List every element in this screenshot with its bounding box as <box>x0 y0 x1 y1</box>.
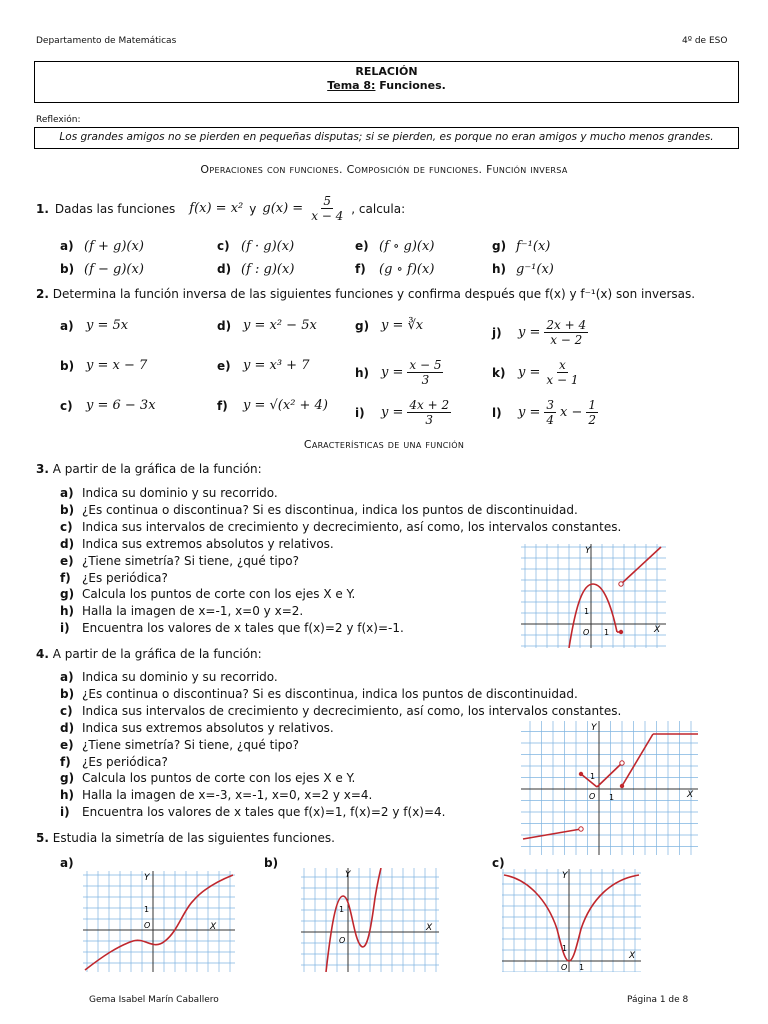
item-fraction <box>544 318 588 347</box>
item-label: c) <box>60 519 73 534</box>
item-label: e) <box>60 553 74 568</box>
item-text: ¿Es periódica? <box>82 754 168 769</box>
grid <box>521 544 666 648</box>
conjunction: y <box>249 201 257 216</box>
item-expression: g⁻¹(x) <box>516 262 554 277</box>
item-lhs: y = <box>381 405 404 420</box>
item-label: d) <box>60 536 75 551</box>
list-item <box>60 604 303 618</box>
item-text: Encuentra los valores de x tales que f(x)=1, f(x)=2 y f(x)=4. <box>82 805 446 820</box>
y-axis-label: Y <box>345 870 351 880</box>
page-title: RELACIÓN <box>355 65 418 78</box>
item-text: ¿Tiene simetría? Si tiene, ¿qué tipo? <box>82 553 299 568</box>
item-text: Indica su dominio y su recorrido. <box>82 670 278 684</box>
x-axis-label: X <box>687 790 694 800</box>
section-heading-characteristics: Características de una función <box>303 438 465 451</box>
x-axis-label: X <box>210 922 217 932</box>
item-label: f) <box>60 570 71 585</box>
item-label: e) <box>355 239 369 253</box>
y-unit-label: 1 <box>590 772 596 781</box>
item-text: Calcula los puntos de corte con los ejes X e Y. <box>82 771 356 786</box>
exercise-2-item <box>492 318 588 347</box>
exercise-1-item <box>355 235 434 254</box>
exercise-4-intro: A partir de la gráfica de la función: <box>52 647 262 661</box>
exercise-1-item <box>355 258 434 277</box>
y-axis-label: Y <box>144 873 150 883</box>
curve <box>504 875 639 961</box>
item-label: b) <box>60 686 75 701</box>
item-expression: y = ∛x <box>381 318 424 333</box>
reflection-box <box>34 127 739 149</box>
item-label: c) <box>60 398 73 413</box>
item-expression: y = 6 − 3x <box>86 398 156 413</box>
fraction-denominator: 3 <box>425 413 434 427</box>
exercise-2-item <box>60 358 147 373</box>
item-label: f) <box>355 262 366 276</box>
fraction-denominator: x − 1 <box>546 373 579 387</box>
exercise-5c-graph <box>502 869 641 972</box>
y-unit-label: 1 <box>562 944 568 953</box>
item-label: a) <box>60 486 74 500</box>
list-item <box>60 771 355 785</box>
graph-b-label: b) <box>264 856 279 870</box>
origin-label: O <box>339 936 346 945</box>
list-item <box>60 571 168 585</box>
item-fraction <box>544 358 580 387</box>
g-fraction: $\frac{5}{x - 4}$ <box>311 194 344 223</box>
exercise-2-item <box>355 318 423 333</box>
item-label: b) <box>60 502 75 517</box>
curve-segment-right <box>622 734 653 786</box>
origin-label: O <box>583 628 590 637</box>
exercise-2-item <box>60 398 156 413</box>
section-heading-operations: Operaciones con funciones. Composición de funciones. Función inversa <box>200 163 568 176</box>
exercise-1-item <box>217 235 294 254</box>
origin-label: O <box>561 963 568 972</box>
exercise-5-text: Estudia la simetría de las siguientes funciones. <box>52 831 335 845</box>
item-text: Halla la imagen de x=-3, x=-1, x=0, x=2 y x=4. <box>82 788 373 803</box>
item-lhs: y = <box>518 365 541 380</box>
item-lhs: y = <box>518 325 541 340</box>
item-expression: y = 5x <box>86 318 129 333</box>
grid <box>301 868 439 972</box>
list-item <box>60 788 372 802</box>
item-expression: y = x − 7 <box>86 358 148 373</box>
item-text: Indica sus intervalos de crecimiento y decrecimiento, así como, los intervalos constantes. <box>82 703 622 718</box>
exercise-4-graph <box>521 721 698 855</box>
fraction-numerator: x − 5 <box>409 358 442 372</box>
item-expression: y = √(x² + 4) <box>243 398 328 413</box>
exercise-1-item <box>60 235 144 254</box>
exercise-1-item <box>60 258 144 277</box>
graph-a-label: a) <box>60 856 74 870</box>
list-item <box>60 805 445 819</box>
exercise-5b-graph <box>301 868 439 972</box>
exercise-3-graph <box>521 544 666 648</box>
y-unit-label: 1 <box>339 905 345 914</box>
list-item <box>60 503 578 517</box>
y-axis-label: Y <box>591 723 597 733</box>
exercise-number: 4. <box>36 647 49 661</box>
item-label: g) <box>60 771 75 786</box>
item-label: c) <box>60 703 73 718</box>
closed-point <box>619 630 623 634</box>
item-text: Halla la imagen de x=-1, x=0 y x=2. <box>82 604 304 619</box>
item-label: k) <box>492 365 506 380</box>
exercise-3-intro: A partir de la gráfica de la función: <box>52 462 262 476</box>
item-expression: y = x² − 5x <box>243 318 317 333</box>
item-fraction <box>544 398 556 427</box>
grid <box>502 869 641 972</box>
open-point <box>579 827 583 831</box>
item-label: h) <box>60 788 75 803</box>
item-label: h) <box>60 604 75 619</box>
exercise-2-text: Determina la función inversa de las siguientes funciones y confirma después que f(x) y f⁻¹(x) son inversas. <box>52 287 696 301</box>
list-item <box>60 587 355 601</box>
list-item <box>60 721 334 735</box>
x-axis-label: X <box>629 951 636 961</box>
curve <box>326 868 381 972</box>
item-label: c) <box>217 239 230 253</box>
exercise-4-statement <box>36 647 262 661</box>
item-expression: f⁻¹(x) <box>516 239 551 254</box>
curve-segment-rise <box>597 763 622 787</box>
department-header: Departamento de Matemáticas <box>36 36 177 46</box>
fraction-numerator: 4x + 2 <box>409 398 450 412</box>
item-text: ¿Es periódica? <box>82 570 168 585</box>
x-unit-label: 1 <box>609 793 615 802</box>
item-expression: (g ∘ f)(x) <box>379 262 435 277</box>
exercise-2-statement <box>36 287 695 301</box>
exercise-1-tail: , calcula: <box>351 201 406 216</box>
item-label: d) <box>60 720 75 735</box>
fraction-numerator: 3 <box>546 398 555 412</box>
list-item <box>60 755 168 769</box>
exercise-3-statement <box>36 462 262 476</box>
item-label: h) <box>492 262 507 276</box>
list-item <box>60 520 621 534</box>
exercise-5a-graph <box>83 871 235 972</box>
exercise-number: 1. <box>36 201 49 216</box>
item-label: i) <box>60 621 70 636</box>
g-lhs: g(x) = <box>262 201 304 216</box>
item-fraction <box>407 358 443 387</box>
exercise-2-item <box>60 318 128 333</box>
list-item <box>60 486 278 500</box>
item-text: Calcula los puntos de corte con los ejes X e Y. <box>82 587 356 602</box>
f-definition: f(x) = x² <box>189 201 244 216</box>
origin-label: O <box>144 921 151 930</box>
item-label: b) <box>60 262 75 276</box>
exercise-2-item <box>217 318 317 333</box>
list-item <box>60 738 299 752</box>
item-label: e) <box>60 737 74 752</box>
topic-number: Tema 8: <box>327 79 376 92</box>
item-label: j) <box>492 325 502 340</box>
item-label: l) <box>492 405 502 420</box>
item-label: b) <box>60 358 75 373</box>
exercise-2-item <box>492 358 580 387</box>
item-text: Indica su dominio y su recorrido. <box>82 486 278 500</box>
fraction-numerator: 1 <box>588 398 597 412</box>
item-text: Encuentra los valores de x tales que f(x)=2 y f(x)=-1. <box>82 621 404 636</box>
list-item <box>60 621 404 635</box>
exercise-2-item <box>492 398 598 427</box>
item-label: a) <box>60 318 74 333</box>
list-item <box>60 670 278 684</box>
open-point <box>619 582 623 586</box>
exercise-2-item <box>217 358 309 373</box>
list-item <box>60 554 299 568</box>
y-unit-label: 1 <box>584 607 590 616</box>
item-label: h) <box>355 365 370 380</box>
exercise-number: 5. <box>36 831 49 845</box>
item-label: a) <box>60 670 74 684</box>
fraction-numerator: 2x + 4 <box>546 318 587 332</box>
item-middle: x − <box>560 405 583 420</box>
fraction-numerator: x <box>559 358 566 372</box>
footer-author: Gema Isabel Marín Caballero <box>89 995 219 1005</box>
item-text: Indica sus extremos absolutos y relativos. <box>82 720 334 735</box>
item-label: d) <box>217 318 232 333</box>
item-label: a) <box>60 239 74 253</box>
origin-label: O <box>589 792 596 801</box>
exercise-1-item <box>217 258 294 277</box>
open-point-2 <box>620 761 624 765</box>
item-text: ¿Tiene simetría? Si tiene, ¿qué tipo? <box>82 737 299 752</box>
y-axis-label: Y <box>585 546 591 556</box>
exercise-1-item <box>492 235 550 254</box>
x-axis-label: X <box>654 625 661 635</box>
fraction-denominator: x − 2 <box>550 333 583 347</box>
title-box <box>34 61 739 103</box>
item-expression: (f ∘ g)(x) <box>379 239 435 254</box>
reflection-text: Los grandes amigos no se pierden en pequeñas disputas; si se pierden, es porque no eran amigos y mucho menos grandes. <box>59 131 714 143</box>
exercise-5-statement <box>36 831 335 845</box>
item-expression: (f : g)(x) <box>241 262 295 277</box>
item-label: d) <box>217 262 232 276</box>
list-item <box>60 537 334 551</box>
list-item <box>60 704 621 718</box>
fraction-denominator: 2 <box>588 413 597 427</box>
exercise-1-intro: Dadas las funciones <box>54 201 176 216</box>
list-item <box>60 687 578 701</box>
item-expression: (f · g)(x) <box>241 239 295 254</box>
topic-name: Funciones. <box>375 79 446 92</box>
y-axis-label: Y <box>562 871 568 881</box>
x-axis-label: X <box>426 923 433 933</box>
exercise-2-item <box>217 398 328 413</box>
item-text: ¿Es continua o discontinua? Si es discontinua, indica los puntos de discontinuidad. <box>82 686 578 701</box>
graph-c-label: c) <box>492 856 505 870</box>
curve-parabola <box>569 584 617 648</box>
exercise-2-item <box>355 398 451 427</box>
item-expression: (f + g)(x) <box>84 239 144 254</box>
item-text: Indica sus extremos absolutos y relativos. <box>82 536 334 551</box>
item-label: f) <box>217 398 228 413</box>
item-label: e) <box>217 358 231 373</box>
curve-segment-left <box>523 829 581 839</box>
item-lhs: y = <box>381 365 404 380</box>
item-fraction <box>407 398 451 427</box>
item-fraction-2 <box>586 398 598 427</box>
exercise-1-statement <box>36 194 405 223</box>
item-label: g) <box>60 587 75 602</box>
item-expression: (f − g)(x) <box>84 262 144 277</box>
item-label: i) <box>60 805 70 820</box>
fraction-denominator: 3 <box>421 373 430 387</box>
fraction-denominator: 4 <box>546 413 555 427</box>
item-text: Indica sus intervalos de crecimiento y decrecimiento, así como, los intervalos constantes. <box>82 519 622 534</box>
x-unit-label: 1 <box>579 963 585 972</box>
curve-ray <box>621 547 661 584</box>
exercise-number: 3. <box>36 462 49 476</box>
exercise-2-item <box>355 358 443 387</box>
footer-page-number: Página 1 de 8 <box>627 995 689 1005</box>
item-expression: y = x³ + 7 <box>243 358 310 373</box>
item-text: ¿Es continua o discontinua? Si es discontinua, indica los puntos de discontinuidad. <box>82 502 578 517</box>
item-label: g) <box>492 239 507 253</box>
reflection-label: Reflexión: <box>36 115 81 125</box>
course-header: 4º de ESO <box>682 36 728 46</box>
item-label: g) <box>355 318 370 333</box>
exercise-number: 2. <box>36 287 49 301</box>
y-unit-label: 1 <box>144 905 150 914</box>
exercise-1-item <box>492 258 554 277</box>
item-label: i) <box>355 405 365 420</box>
item-lhs: y = <box>518 405 541 420</box>
x-unit-label: 1 <box>604 628 610 637</box>
item-label: f) <box>60 754 71 769</box>
